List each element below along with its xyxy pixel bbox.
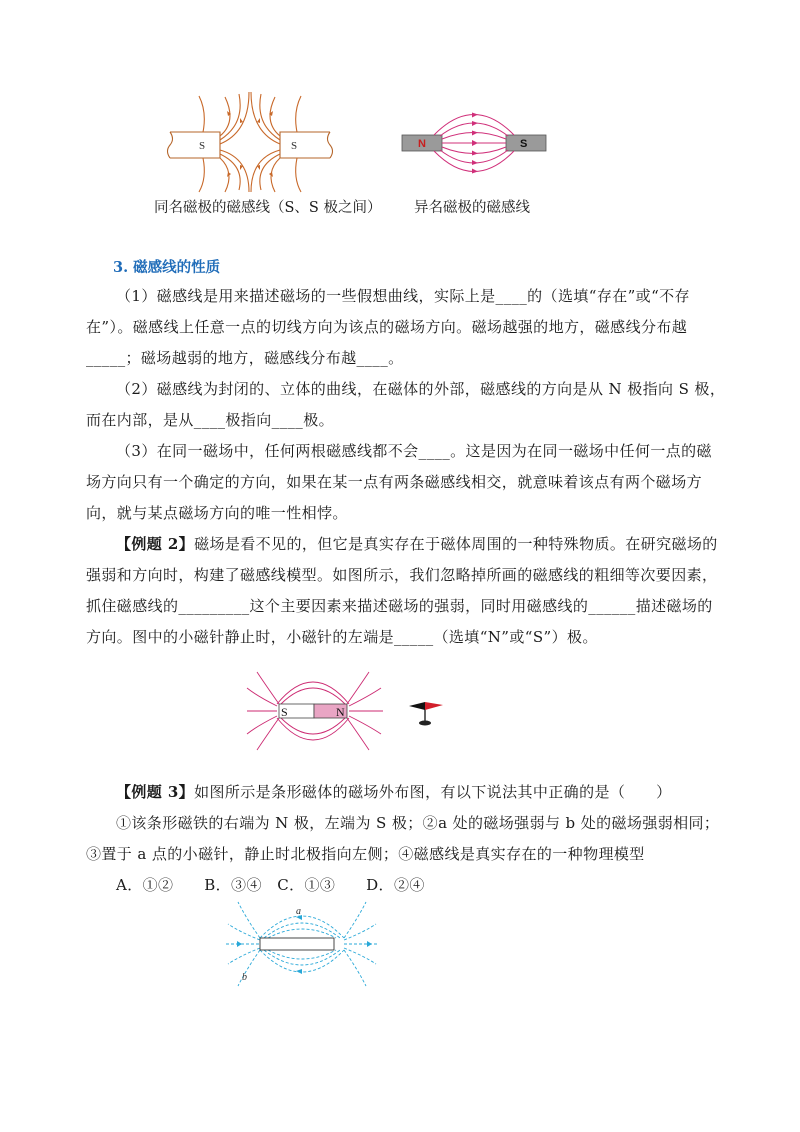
compass-needle-icon [409, 702, 443, 726]
example-3 [86, 777, 726, 808]
example-3-statements: ①该条形磁铁的右端为 N 极，左端为 S 极；②a 处的磁场强弱与 b 处的磁场强弱相同；③置于 a 点的小磁针，静止时北极指向左侧；④磁感线是真实存在的一种物理模型 [86, 814, 720, 863]
pole-label-n: N [418, 138, 426, 150]
same-poles-field-figure [165, 92, 335, 192]
section-heading: 3. 磁感线的性质 [113, 259, 221, 276]
point-b-label: b [242, 972, 247, 983]
pole-label-s-left: S [199, 140, 206, 152]
point-a-label: a [296, 906, 301, 917]
pole-label-s: S [520, 138, 528, 150]
figure-caption-opposite-poles: 异名磁极的磁感线 [414, 200, 530, 216]
magnet-pole-s: S [281, 705, 288, 719]
example-2-text: 磁场是看不见的，但它是真实存在于磁体周围的一种特殊物质。在研究磁场的强弱和方向时，构建了磁感线模型。如图所示，我们忽略掉所画的磁感线的粗细等次要因素，抓住磁感线的_________这个主要因素来描述磁场的强弱，同时用磁感线的______描述磁场的方向。图中的小磁针静止时，小磁针的左端是_____（选填“N”或“S”）极。 [86, 535, 718, 646]
example-2 [86, 529, 726, 653]
example-3-options: A．①② B．③④ C．①③ D．②④ [116, 876, 425, 894]
example-3-label: 【例题 3】 [116, 783, 195, 801]
pole-label-s-right: S [291, 140, 298, 152]
paragraph-3: （3）在同一磁场中，任何两根磁感线都不会____。这是因为在同一磁场中任何一点的磁场方向只有一个确定的方向，如果在某一点有两条磁感线相交，就意味着该点有两个磁场方向，就与某点磁场方向的唯一性相悖。 [86, 442, 712, 522]
magnet-pole-n: N [336, 705, 345, 719]
example-3-text: 如图所示是条形磁体的磁场外布图，有以下说法其中正确的是（ ） [194, 783, 672, 801]
paragraph-1: （1）磁感线是用来描述磁场的一些假想曲线，实际上是____的（选填“存在”或“不存在”）。磁感线上任意一点的切线方向为该点的磁场方向。磁场越强的地方，磁感线分布越_____；磁场越弱的地方，磁感线分布越____。 [86, 287, 690, 367]
opposite-poles-field-figure [400, 96, 548, 192]
bar-magnet-external-field-figure [226, 900, 378, 988]
bar-magnet-field-figure [243, 668, 453, 754]
example-2-label: 【例题 2】 [116, 535, 195, 553]
paragraph-2: （2）磁感线为封闭的、立体的曲线，在磁体的外部，磁感线的方向是从 N 极指向 S 极，而在内部，是从____极指向____极。 [86, 380, 726, 429]
figure-caption-same-poles: 同名磁极的磁感线（S、S 极之间） [154, 200, 382, 216]
